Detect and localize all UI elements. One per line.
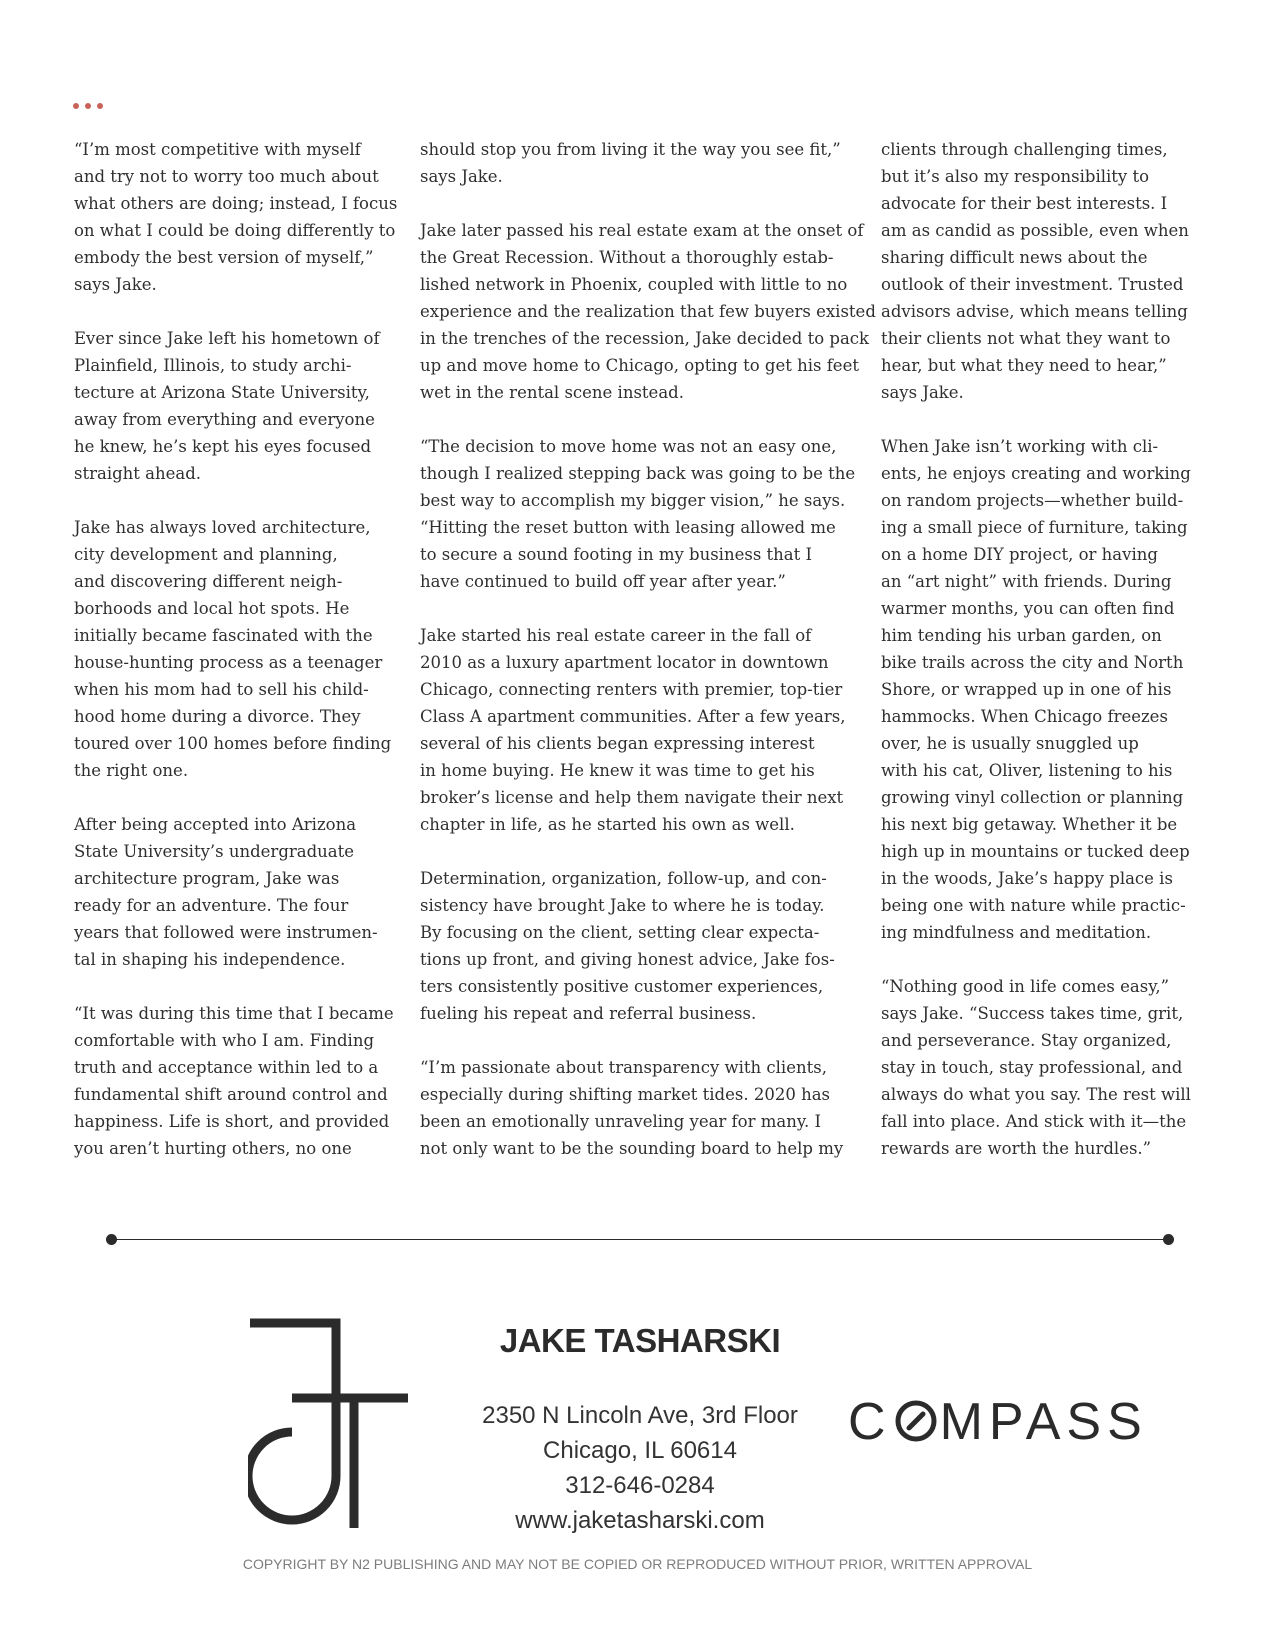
paragraph <box>420 433 860 595</box>
text-line: sistency have brought Jake to where he is today. <box>420 896 825 915</box>
text-line: happiness. Life is short, and provided <box>74 1112 390 1131</box>
text-line: bike trails across the city and North <box>881 653 1184 672</box>
text-line: years that followed were instrumen- <box>74 923 378 942</box>
phone-number[interactable]: 312-646-0284 <box>565 1472 715 1499</box>
paragraph <box>420 622 860 838</box>
text-line: When Jake isn’t working with cli- <box>881 437 1159 456</box>
text-line: what others are doing; instead, I focus <box>74 194 398 213</box>
dot <box>85 103 91 109</box>
text-line: State University’s undergraduate <box>74 842 355 861</box>
text-line: embody the best version of myself,” <box>74 248 374 267</box>
text-line: and discovering different neigh- <box>74 572 343 591</box>
paragraph <box>420 865 860 1027</box>
article-column-1 <box>74 136 398 1189</box>
text-line: should stop you from living it the way you see fit,” <box>420 140 841 159</box>
paragraph <box>881 433 1211 946</box>
text-line: the right one. <box>74 761 189 780</box>
text-line: borhoods and local hot spots. He <box>74 599 350 618</box>
text-line: on a home DIY project, or having <box>881 545 1158 564</box>
text-line: with his cat, Oliver, listening to his <box>881 761 1173 780</box>
compass-o-icon <box>894 1399 938 1443</box>
text-line: fundamental shift around control and <box>74 1085 388 1104</box>
text-line: After being accepted into Arizona <box>74 815 357 834</box>
text-line: tal in shaping his independence. <box>74 950 346 969</box>
paragraph <box>420 217 876 406</box>
paragraph <box>74 1000 394 1162</box>
paragraph <box>881 136 1211 406</box>
text-line: Shore, or wrapped up in one of his <box>881 680 1172 699</box>
text-line: ing mindfulness and meditation. <box>881 923 1152 942</box>
text-line: hammocks. When Chicago freezes <box>881 707 1168 726</box>
text-line: advisors advise, which means telling <box>881 302 1188 321</box>
text-line: and perseverance. Stay organized, <box>881 1031 1172 1050</box>
text-line: Jake has always loved architecture, <box>74 518 371 537</box>
text-line: on what I could be doing differently to <box>74 221 396 240</box>
text-line: “The decision to move home was not an easy one, <box>420 437 837 456</box>
text-line: ters consistently positive customer experiences, <box>420 977 824 996</box>
paragraph <box>420 136 860 190</box>
text-line: he knew, he’s kept his eyes focused <box>74 437 372 456</box>
text-line: growing vinyl collection or planning <box>881 788 1184 807</box>
article-column-2 <box>420 136 876 1189</box>
paragraph <box>74 514 394 784</box>
text-line: 2010 as a luxury apartment locator in downtown <box>420 653 829 672</box>
text-line: says Jake. <box>881 383 964 402</box>
text-line: comfortable with who I am. Finding <box>74 1031 375 1050</box>
text-line: clients through challenging times, <box>881 140 1168 159</box>
text-line: the Great Recession. Without a thoroughly estab- <box>420 248 834 267</box>
text-line: sharing difficult news about the <box>881 248 1148 267</box>
text-line: rewards are worth the hurdles.” <box>881 1139 1152 1158</box>
text-line: architecture program, Jake was <box>74 869 340 888</box>
text-line: fall into place. And stick with it—the <box>881 1112 1187 1131</box>
text-line: Chicago, connecting renters with premier, top-tier <box>420 680 843 699</box>
text-line: tions up front, and giving honest advice, Jake fos- <box>420 950 835 969</box>
address-line-2: Chicago, IL 60614 <box>543 1437 737 1464</box>
text-line: over, he is usually snuggled up <box>881 734 1139 753</box>
dot <box>97 103 103 109</box>
divider-endpoint-left <box>106 1234 117 1245</box>
text-line: “I’m passionate about transparency with clients, <box>420 1058 827 1077</box>
text-line: him tending his urban garden, on <box>881 626 1162 645</box>
text-line: says Jake. <box>74 275 157 294</box>
paragraph <box>881 973 1211 1162</box>
text-line: ing a small piece of furniture, taking <box>881 518 1188 537</box>
text-line: says Jake. “Success takes time, grit, <box>881 1004 1184 1023</box>
text-line: Determination, organization, follow-up, and con- <box>420 869 827 888</box>
footer-divider <box>109 1239 1169 1240</box>
address-line-1: 2350 N Lincoln Ave, 3rd Floor <box>482 1402 798 1429</box>
text-line: “Hitting the reset button with leasing allowed me <box>420 518 836 537</box>
text-line: hear, but what they need to hear,” <box>881 356 1167 375</box>
text-line: Class A apartment communities. After a few years, <box>420 707 846 726</box>
text-line: “It was during this time that I became <box>74 1004 394 1023</box>
text-line: hood home during a divorce. They <box>74 707 361 726</box>
text-line: Plainfield, Illinois, to study archi- <box>74 356 352 375</box>
text-line: toured over 100 homes before finding <box>74 734 392 753</box>
text-line: though I realized stepping back was going to be the <box>420 464 856 483</box>
text-line: By focusing on the client, setting clear expecta- <box>420 923 820 942</box>
text-line: you aren’t hurting others, no one <box>74 1139 352 1158</box>
jt-monogram-icon <box>248 1318 428 1528</box>
text-line: lished network in Phoenix, coupled with little to no <box>420 275 848 294</box>
text-line: ents, he enjoys creating and working <box>881 464 1191 483</box>
text-line: straight ahead. <box>74 464 202 483</box>
paragraph <box>420 1054 860 1162</box>
text-line: their clients not what they want to <box>881 329 1171 348</box>
text-line: broker’s license and help them navigate their next <box>420 788 844 807</box>
text-line: his next big getaway. Whether it be <box>881 815 1178 834</box>
text-line: warmer months, you can often find <box>881 599 1175 618</box>
text-line: up and move home to Chicago, opting to get his feet <box>420 356 859 375</box>
text-line: says Jake. <box>420 167 503 186</box>
agent-name: JAKE TASHARSKI <box>499 1322 781 1359</box>
brand-prefix: C <box>848 1393 892 1451</box>
text-line: ready for an adventure. The four <box>74 896 349 915</box>
copyright-notice: COPYRIGHT BY N2 PUBLISHING AND MAY NOT BE COPIED OR REPRODUCED WITHOUT PRIOR, WRITTEN APPROVAL <box>242 1556 1033 1572</box>
text-line: truth and acceptance within led to a <box>74 1058 379 1077</box>
text-line: on random projects—whether build- <box>881 491 1184 510</box>
text-line: fueling his repeat and referral business. <box>420 1004 757 1023</box>
text-line: chapter in life, as he started his own as well. <box>420 815 795 834</box>
text-line: in the woods, Jake’s happy place is <box>881 869 1173 888</box>
dot <box>73 103 79 109</box>
text-line: wet in the rental scene instead. <box>420 383 684 402</box>
text-line: always do what you say. The rest will <box>881 1085 1191 1104</box>
text-line: initially became fascinated with the <box>74 626 373 645</box>
text-line: high up in mountains or tucked deep <box>881 842 1190 861</box>
brand-suffix: MPASS <box>939 1393 1148 1451</box>
text-line: Ever since Jake left his hometown of <box>74 329 380 348</box>
text-line: “Nothing good in life comes easy,” <box>881 977 1170 996</box>
text-line: Jake later passed his real estate exam at the onset of <box>420 221 864 240</box>
text-line: away from everything and everyone <box>74 410 375 429</box>
text-line: am as candid as possible, even when <box>881 221 1189 240</box>
text-line: in the trenches of the recession, Jake decided to pack <box>420 329 870 348</box>
text-line: being one with nature while practic- <box>881 896 1186 915</box>
text-line: when his mom had to sell his child- <box>74 680 369 699</box>
text-line: advocate for their best interests. I <box>881 194 1168 213</box>
text-line: have continued to build off year after year.” <box>420 572 786 591</box>
text-line: tecture at Arizona State University, <box>74 383 370 402</box>
text-line: best way to accomplish my bigger vision,” he says. <box>420 491 846 510</box>
text-line: not only want to be the sounding board to help my <box>420 1139 844 1158</box>
text-line: experience and the realization that few buyers existed <box>420 302 876 321</box>
text-line: outlook of their investment. Trusted <box>881 275 1184 294</box>
text-line: Jake started his real estate career in the fall of <box>420 626 812 645</box>
text-line: been an emotionally unraveling year for many. I <box>420 1112 821 1131</box>
text-line: an “art night” with friends. During <box>881 572 1172 591</box>
website-link[interactable]: www.jaketasharski.com <box>515 1507 765 1534</box>
text-line: and try not to worry too much about <box>74 167 379 186</box>
contact-block <box>470 1398 810 1538</box>
text-line: stay in touch, stay professional, and <box>881 1058 1183 1077</box>
text-line: house-hunting process as a teenager <box>74 653 383 672</box>
divider-endpoint-right <box>1163 1234 1174 1245</box>
text-line: but it’s also my responsibility to <box>881 167 1150 186</box>
ellipsis-dots-icon <box>73 103 103 109</box>
text-line: “I’m most competitive with myself <box>74 140 361 159</box>
text-line: several of his clients began expressing interest <box>420 734 815 753</box>
compass-logo <box>848 1392 1148 1452</box>
text-line: in home buying. He knew it was time to get his <box>420 761 815 780</box>
article-column-3 <box>881 136 1211 1189</box>
text-line: to secure a sound footing in my business that I <box>420 545 813 564</box>
text-line: especially during shifting market tides. 2020 has <box>420 1085 831 1104</box>
paragraph <box>74 325 394 487</box>
text-line: city development and planning, <box>74 545 338 564</box>
paragraph <box>74 811 394 973</box>
paragraph <box>74 136 398 298</box>
